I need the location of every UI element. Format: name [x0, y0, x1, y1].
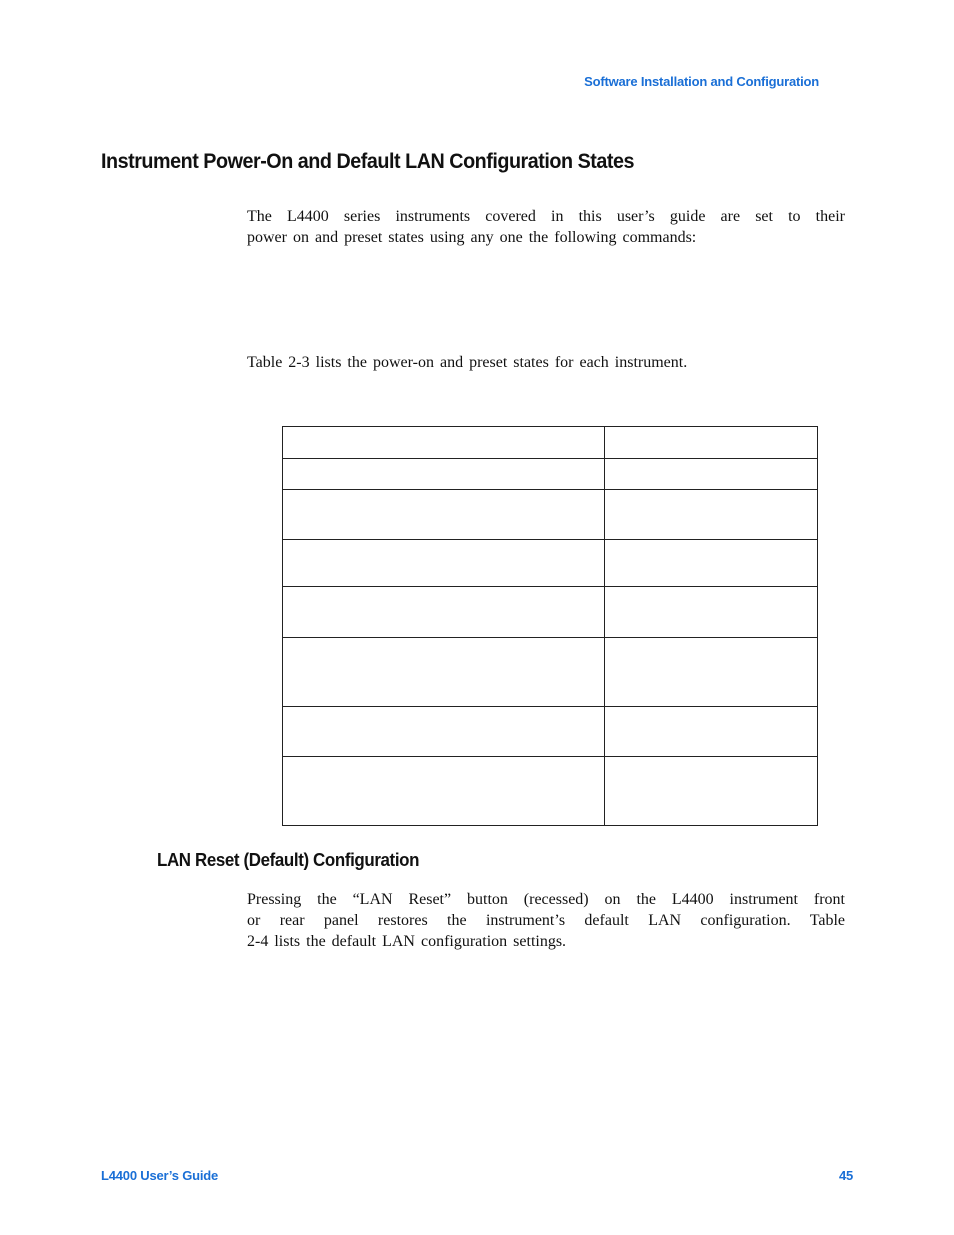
running-header: Software Installation and Configuration [584, 74, 819, 89]
table-cell [283, 459, 605, 490]
table-cell [283, 427, 605, 459]
intro-line-2: power on and preset states using any one the following commands: [247, 229, 697, 246]
table-cell [605, 540, 818, 587]
footer-guide-name: L4400 User’s Guide [101, 1168, 219, 1183]
table-cell [283, 757, 605, 826]
power-on-states-table [282, 426, 818, 826]
table-cell [283, 490, 605, 540]
subsection-title: LAN Reset (Default) Configuration [157, 850, 420, 870]
lan-reset-line-1: Pressing the “LAN Reset” button (recessed) on the L4400 instrument front [247, 891, 845, 908]
table-row [283, 490, 818, 540]
table-row [283, 540, 818, 587]
table-row [283, 427, 818, 459]
table-row [283, 757, 818, 826]
table-cell [283, 540, 605, 587]
table-cell [605, 707, 818, 757]
table-cell [283, 587, 605, 638]
table-cell [605, 427, 818, 459]
table-cell [605, 757, 818, 826]
table-cell [283, 707, 605, 757]
section-title: Instrument Power-On and Default LAN Configuration States [101, 150, 635, 173]
table-row [283, 638, 818, 707]
table-cell [605, 587, 818, 638]
table-reference-paragraph: Table 2-3 lists the power-on and preset states for each instrument. [247, 354, 688, 371]
table-cell [605, 490, 818, 540]
lan-reset-line-3: 2-4 lists the default LAN configuration settings. [247, 933, 567, 950]
table-cell [283, 638, 605, 707]
intro-line-1: The L4400 series instruments covered in this user’s guide are set to their [247, 208, 845, 225]
table-row [283, 459, 818, 490]
table-row [283, 707, 818, 757]
table-cell [605, 459, 818, 490]
page-number: 45 [838, 1168, 853, 1183]
table-row [283, 587, 818, 638]
lan-reset-line-2: or rear panel restores the instrument’s default LAN configuration. Table [247, 912, 845, 929]
table-cell [605, 638, 818, 707]
